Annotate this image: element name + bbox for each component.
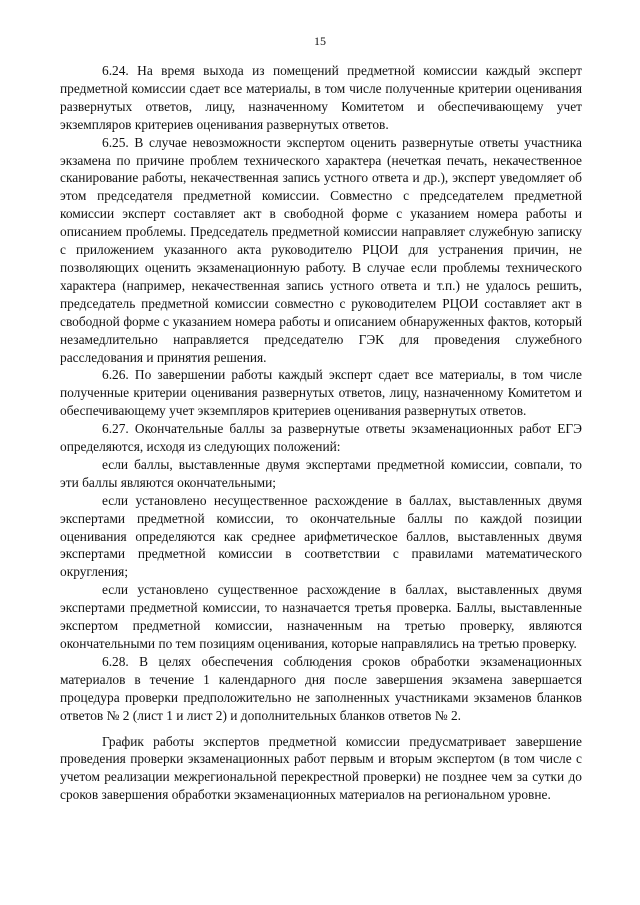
paragraph-6-27-case-equal: если баллы, выставленные двумя экспертами предметной комиссии, совпали, то эти баллы являются окончательными; [60,456,582,490]
paragraph-schedule: График работы экспертов предметной комиссии предусматривает завершение проведения проверки экзаменационных работ первым и вторым экспертом (в том числе с учетом реализации межрегиональной перекрестной проверки) не позднее чем за сутки до сроков завершения обработки экзаменационных материалов на региональном уровне. [60,733,582,803]
paragraph-6-27-case-major-difference: если установлено существенное расхождение в баллах, выставленных двумя экспертами предметной комиссии, то назначается третья проверка. Баллы, выставленные экспертом предметной комиссии, назначенным на третью проверку, являются окончательными по тем позициям оценивания, которые направлялись на третью проверку. [60,582,582,651]
paragraph-6-27: 6.27. Окончательные баллы за развернутые ответы экзаменационных работ ЕГЭ определяются, исходя из следующих положений: [60,421,582,455]
page-number: 15 [314,34,326,48]
paragraph-6-24: 6.24. На время выхода из помещений предметной комиссии каждый эксперт предметной комиссии сдает все материалы, в том числе полученные критерии оценивания развернутых ответов, лицу, назначенному Комитетом и обеспечивающему учет экземпляров критериев оценивания развернутых ответов. [60,63,582,132]
paragraph-6-26: 6.26. По завершении работы каждый эксперт сдает все материалы, в том числе полученные критерии оценивания развернутых ответов, лицу, назначенному Комитетом и обеспечивающему учет экземпляров критериев оценивания развернутых ответов. [60,367,582,419]
paragraph-6-27-case-minor-difference: если установлено несущественное расхождение в баллах, выставленных двумя экспертами предметной комиссии, то окончательные баллы по каждой позиции оценивания определяются как среднее арифметическое баллов, выставленных двумя экспертами предметной комиссии в соответствии с правилами математического округления; [60,492,582,580]
document-body [60,62,582,804]
paragraph-6-28: 6.28. В целях обеспечения соблюдения сроков обработки экзаменационных материалов в течение 1 календарного дня после завершения экзамена завершается процедура проверки предположительно не заполненных участниками экзаменов бланков ответов № 2 (лист 1 и лист 2) и дополнительных бланков ответов № 2. [60,653,582,723]
paragraph-6-25: 6.25. В случае невозможности экспертом оценить развернутые ответы участника экзамена по причине проблем технического характера (нечеткая печать, некачественное сканирование работы, некачественная запись устного ответа и др.), эксперт уведомляет об этом председателя предметной комиссии. Совместно с председателем предметной комиссии эксперт составляет акт в свободной форме с указанием номера работы и описанием проблемы. Председатель предметной комиссии направляет служебную записку с приложением указанного акта руководителю РЦОИ для устранения причин, не позволяющих оценить экзаменационную работу. В случае если проблемы технического характера (например, некачественная запись устного ответа и т.п.) не удалось решить, председатель предметной комиссии совместно с руководителем РЦОИ составляет акт в свободной форме с указанием номера работы и описанием обнаруженных фактов, который незамедлительно направляется председателю ГЭК для проведения служебного расследования и принятия решения. [60,134,582,365]
